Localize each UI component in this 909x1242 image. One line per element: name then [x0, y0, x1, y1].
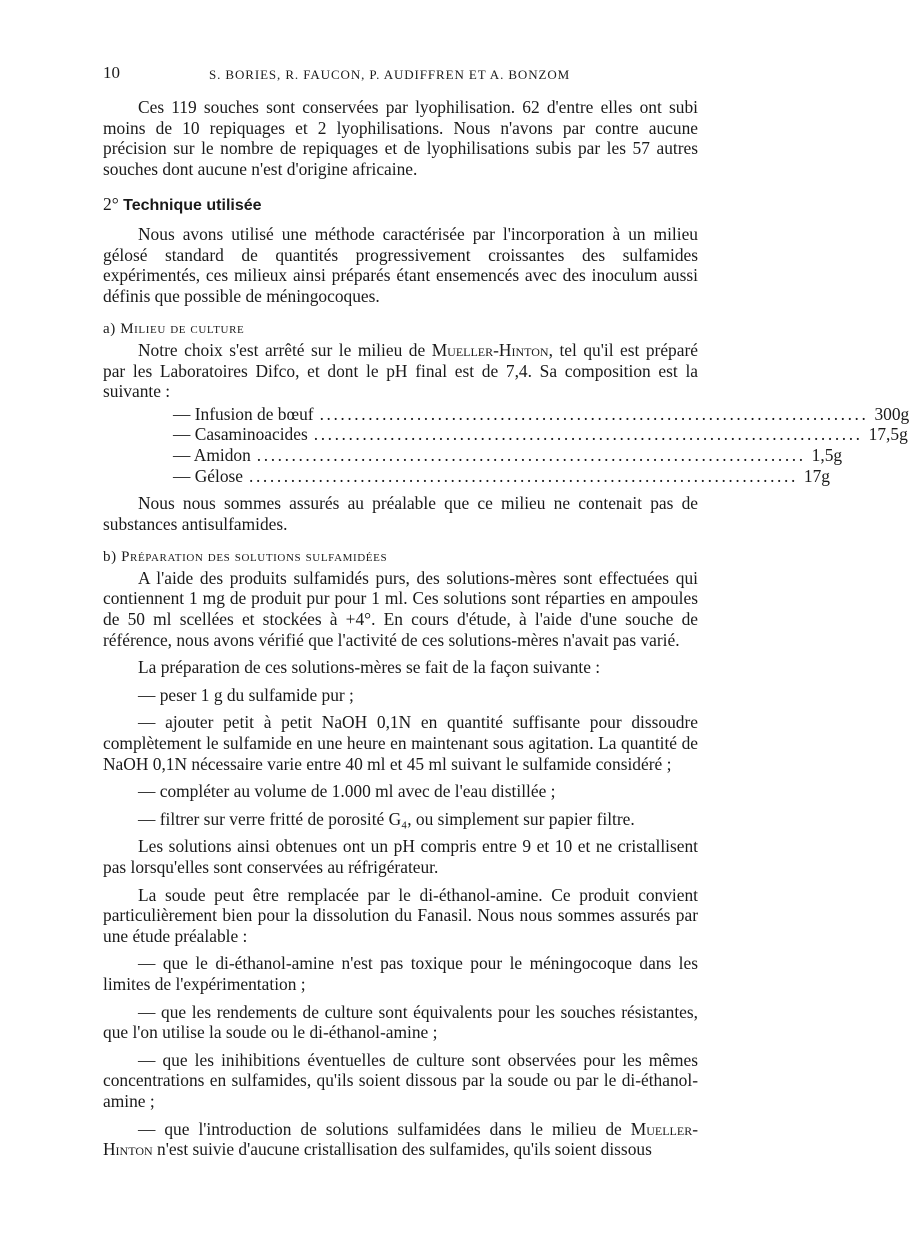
section-paragraph: Nous avons utilisé une méthode caractérisée par l'incorporation à un milieu gélosé standard de quantités progressivement croissantes des sulfamides expérimentés, ces milieux ainsi préparés étant ensemencés avec des inoculum aussi définis que possible de méningocoques. — [103, 223, 698, 306]
ingredient-amount: 300 — [874, 403, 901, 424]
composition-row — [173, 403, 909, 425]
step-item: — ajouter petit à petit NaOH 0,1N en quantité suffisante pour dissoudre complètement le sulfamide en une heure en maintenant sous agitation. La quantité de NaOH 0,1N nécessaire varie entre 40 ml et 45 ml suivant le sulfamide considéré ; — [103, 712, 698, 774]
dot-leader: ............................................................................... — [249, 465, 798, 486]
subsection-label: a) — [103, 321, 116, 338]
culture-note: Nous nous sommes assurés au préalable que ce milieu ne contenait pas de substances antisulfamides. — [103, 493, 698, 534]
check-item: — que les rendements de culture sont équivalents pour les souches résistantes, que l'on utilise la soude ou le di-éthanol-amine ; — [103, 1001, 698, 1043]
diethanolamine-paragraph: La soude peut être remplacée par le di-éthanol-amine. Ce produit convient particulièrement bien pour la dissolution du Fanasil. Nous nous sommes assurés par une étude préalable : — [103, 884, 698, 946]
preparation-intro: La préparation de ces solutions-mères se fait de la façon suivante : — [138, 657, 601, 678]
section-title: Technique utilisée — [123, 197, 262, 215]
solutions-paragraph: A l'aide des produits sulfamidés purs, des solutions-mères sont effectuées qui contiennent 1 mg de produit pur pour 1 ml. Ces solutions sont réparties en ampoules de 50 ml scellées et stockées à +4°. En cours d'étude, à l'aide d'une souche de référence, nous avons vérifié que l'activité de ces solutions-mères n'avait pas varié. — [103, 567, 698, 650]
medium-name: Mueller-Hinton — [103, 1118, 699, 1160]
subsection-title: Préparation des solutions sulfamidées — [121, 549, 388, 566]
composition-row — [173, 424, 908, 445]
check-item: — que le di-éthanol-amine n'est pas toxique pour le méningocoque dans les limites de l'expérimentation ; — [103, 953, 698, 994]
running-head: S. BORIES, R. FAUCON, P. AUDIFFREN ET A. BONZOM — [209, 67, 571, 82]
section-number: 2° — [103, 194, 119, 215]
ingredient-amount: 1,5 — [811, 444, 834, 465]
page-body — [103, 97, 909, 1160]
ingredient-name: — Amidon — [173, 444, 251, 465]
check-item: — que les inihibitions éventuelles de culture sont observées pour les mêmes concentrations en sulfamides, qu'ils soient dissous par la soude ou par le di-éthanol-amine ; — [103, 1049, 698, 1111]
ingredient-amount: 17 — [803, 465, 822, 486]
dot-leader: ............................................................................... — [313, 424, 863, 445]
ingredient-name: — Gélose — [173, 465, 244, 486]
page-number: 10 — [103, 63, 120, 82]
step-item: — peser 1 g du sulfamide pur ; — [138, 684, 354, 705]
composition-row — [173, 444, 843, 466]
dot-leader: ............................................................................... — [319, 403, 869, 424]
ingredient-unit: g — [833, 444, 843, 465]
step-item: — filtrer sur verre fritté de porosité G₄, ou simplement sur papier filtre. — [138, 808, 635, 829]
intro-paragraph: Ces 119 souches sont conservées par lyophilisation. 62 d'entre elles ont subi moins de 10 repiquages et 2 lyophilisations. Nous n'avons par contre aucune précision sur le nombre de repiquages et de lyophilisations subis par les 57 autres souches dont aucune n'est d'origine africaine. — [103, 97, 698, 179]
check-item: — que l'introduction de solutions sulfamidées dans le milieu de Mueller-Hinton n'est suivie d'aucune cristallisation des sulfamides, qu'ils soient dissous — [103, 1118, 699, 1160]
solutions-result: Les solutions ainsi obtenues ont un pH compris entre 9 et 10 et ne cristallisent pas lorsqu'elles sont conservées au réfrigérateur. — [103, 836, 698, 877]
ingredient-name: — Infusion de bœuf — [173, 403, 314, 424]
subsection-heading-b — [103, 547, 698, 568]
dot-leader: ............................................................................... — [256, 444, 806, 465]
subsection-label: b) — [103, 549, 117, 566]
ingredient-name: — Casaminoacides — [173, 424, 308, 445]
culture-paragraph: Notre choix s'est arrêté sur le milieu de Mueller-Hinton, tel qu'il est préparé par les Laboratoires Difco, et dont le pH final est de 7,4. Sa composition est la suivante : — [103, 339, 698, 402]
ingredient-unit: g — [899, 424, 908, 445]
composition-list — [173, 403, 909, 486]
ingredient-unit: g — [821, 465, 830, 486]
ingredient-unit: g — [900, 403, 909, 424]
section-heading — [103, 194, 698, 217]
subsection-title: Milieu de culture — [120, 321, 245, 338]
medium-name: Mueller-Hinton — [431, 339, 549, 360]
page-header — [103, 63, 698, 85]
ingredient-amount: 17,5 — [868, 424, 900, 445]
step-item: — compléter au volume de 1.000 ml avec de l'eau distillée ; — [138, 781, 556, 802]
subsection-heading-a — [103, 319, 698, 340]
composition-row — [173, 465, 830, 487]
